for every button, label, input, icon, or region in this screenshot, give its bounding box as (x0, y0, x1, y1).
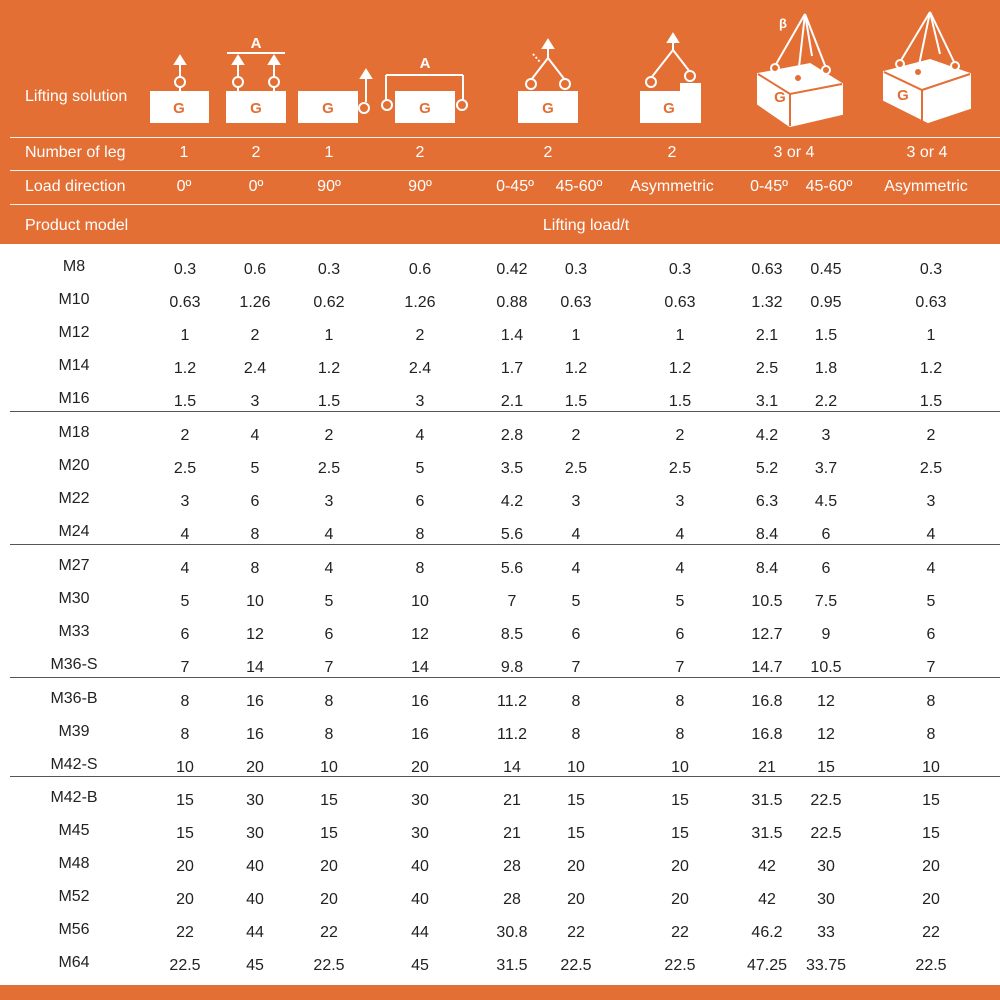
g-letter: G (774, 89, 786, 106)
load-value-cell: 1.26 (404, 294, 436, 311)
number-of-leg-label: Number of leg (25, 144, 126, 161)
model-cell: M48 (58, 855, 90, 872)
load-value-cell: 20 (671, 858, 689, 875)
load-value-cell: 14 (411, 659, 429, 676)
load-direction-cell: 0º (248, 178, 264, 195)
load-value-cell: 30 (817, 891, 835, 908)
load-value-cell: 21 (758, 759, 776, 776)
load-value-cell: 12 (246, 626, 264, 643)
number-of-leg-cell: 1 (324, 144, 334, 161)
model-cell: M36-S (50, 656, 98, 673)
load-value-cell: 21 (503, 825, 521, 842)
load-value-cell: 0.42 (496, 261, 528, 278)
load-value-cell: 42 (758, 891, 776, 908)
model-cell: M27 (58, 557, 90, 574)
load-value-cell: 28 (503, 858, 521, 875)
spreader-a-label: A (419, 55, 431, 72)
number-of-leg-cell: 1 (179, 144, 189, 161)
load-value-cell: 7.5 (814, 593, 838, 610)
load-value-cell: 20 (922, 891, 940, 908)
number-of-leg-cell: 3 or 4 (773, 144, 815, 161)
model-cell: M8 (62, 258, 86, 275)
load-direction-cell: Asymmetric (630, 178, 714, 195)
load-value-cell: 1.5 (173, 393, 197, 410)
load-value-cell: 10 (567, 759, 585, 776)
load-value-cell: 7 (571, 659, 581, 676)
load-value-cell: 22.5 (915, 957, 947, 974)
load-value-cell: 4 (250, 427, 260, 444)
load-value-cell: 0.63 (751, 261, 783, 278)
load-value-cell: 2 (571, 427, 581, 444)
load-value-cell: 4 (675, 526, 685, 543)
load-value-cell: 4 (571, 526, 581, 543)
load-value-cell: 8 (571, 726, 581, 743)
model-cell: M24 (58, 523, 90, 540)
load-value-cell: 22.5 (560, 957, 592, 974)
load-value-cell: 3 (415, 393, 425, 410)
model-cell: M64 (58, 954, 90, 971)
load-value-cell: 5.2 (755, 460, 779, 477)
load-value-cell: 2 (926, 427, 936, 444)
load-value-cell: 8 (926, 693, 936, 710)
load-value-cell: 4 (180, 526, 190, 543)
load-value-cell: 22.5 (169, 957, 201, 974)
load-value-cell: 6 (324, 626, 334, 643)
load-value-cell: 20 (671, 891, 689, 908)
load-value-cell: 8 (324, 693, 334, 710)
load-value-cell: 10 (922, 759, 940, 776)
load-value-cell: 7 (180, 659, 190, 676)
load-value-cell: 5 (415, 460, 425, 477)
load-value-cell: 40 (246, 858, 264, 875)
load-value-cell: 1.5 (814, 327, 838, 344)
load-value-cell: 22 (671, 924, 689, 941)
load-value-cell: 8 (324, 726, 334, 743)
load-value-cell: 8 (926, 726, 936, 743)
load-value-cell: 7 (324, 659, 334, 676)
load-value-cell: 4 (324, 560, 334, 577)
load-value-cell: 0.3 (564, 261, 588, 278)
load-value-cell: 8 (180, 693, 190, 710)
load-value-cell: 6 (926, 626, 936, 643)
load-direction-cell: 90º (317, 178, 341, 195)
load-value-cell: 30 (246, 792, 264, 809)
load-direction-label: Load direction (25, 178, 126, 195)
load-value-cell: 15 (176, 792, 194, 809)
load-value-cell: 3 (180, 493, 190, 510)
load-value-cell: 4 (675, 560, 685, 577)
model-cell: M36-B (50, 690, 98, 707)
load-value-cell: 45 (411, 957, 429, 974)
load-value-cell: 15 (817, 759, 835, 776)
footer-bar (0, 985, 1000, 1000)
load-value-cell: 47.25 (746, 957, 788, 974)
model-cell: M18 (58, 424, 90, 441)
load-value-cell: 10 (320, 759, 338, 776)
load-value-cell: 2.8 (500, 427, 524, 444)
load-value-cell: 0.3 (919, 261, 943, 278)
load-value-cell: 1.2 (564, 360, 588, 377)
header-divider (10, 170, 1000, 171)
load-value-cell: 2 (180, 427, 190, 444)
load-table-body (0, 244, 1000, 984)
load-value-cell: 22 (922, 924, 940, 941)
load-value-cell: 16.8 (751, 693, 783, 710)
load-value-cell: 1.5 (668, 393, 692, 410)
load-value-cell: 22.5 (810, 825, 842, 842)
model-cell: M56 (58, 921, 90, 938)
load-value-cell: 8.5 (500, 626, 524, 643)
load-value-cell: 12 (817, 693, 835, 710)
load-value-cell: 2.4 (243, 360, 267, 377)
g-letter: G (897, 87, 909, 104)
load-value-cell: 10.5 (751, 593, 783, 610)
load-value-cell: 0.63 (169, 294, 201, 311)
model-cell: M39 (58, 723, 90, 740)
load-value-cell: 4 (415, 427, 425, 444)
load-value-cell: 31.5 (496, 957, 528, 974)
load-value-cell: 2.5 (564, 460, 588, 477)
load-value-cell: 21 (503, 792, 521, 809)
load-value-cell: 5 (324, 593, 334, 610)
load-value-cell: 0.45 (810, 261, 842, 278)
load-value-cell: 0.6 (408, 261, 432, 278)
load-value-cell: 1.7 (500, 360, 524, 377)
load-value-cell: 4 (180, 560, 190, 577)
load-value-cell: 5 (675, 593, 685, 610)
load-value-cell: 8 (415, 526, 425, 543)
g-letter: G (542, 100, 554, 117)
load-value-cell: 28 (503, 891, 521, 908)
number-of-leg-cell: 2 (543, 144, 553, 161)
load-value-cell: 6 (675, 626, 685, 643)
load-value-cell: 15 (320, 792, 338, 809)
load-value-cell: 6 (180, 626, 190, 643)
load-value-cell: 1.5 (564, 393, 588, 410)
header-divider (10, 137, 1000, 138)
model-cell: M16 (58, 390, 90, 407)
load-value-cell: 33.75 (805, 957, 847, 974)
load-value-cell: 1.8 (814, 360, 838, 377)
load-value-cell: 3 (250, 393, 260, 410)
load-value-cell: 1.2 (668, 360, 692, 377)
load-value-cell: 14 (246, 659, 264, 676)
g-letter: G (663, 100, 675, 117)
g-letter: G (322, 100, 334, 117)
load-value-cell: 10 (176, 759, 194, 776)
load-value-cell: 12 (411, 626, 429, 643)
load-value-cell: 1 (180, 327, 190, 344)
number-of-leg-cell: 2 (251, 144, 261, 161)
header-divider (10, 204, 1000, 205)
load-value-cell: 2.5 (173, 460, 197, 477)
load-value-cell: 3 (324, 493, 334, 510)
load-value-cell: 2.4 (408, 360, 432, 377)
load-value-cell: 1 (324, 327, 334, 344)
load-value-cell: 22 (567, 924, 585, 941)
load-value-cell: 0.3 (317, 261, 341, 278)
load-value-cell: 3.7 (814, 460, 838, 477)
load-value-cell: 6 (821, 560, 831, 577)
load-value-cell: 9 (821, 626, 831, 643)
load-value-cell: 42 (758, 858, 776, 875)
load-value-cell: 4 (324, 526, 334, 543)
load-value-cell: 0.62 (313, 294, 345, 311)
load-value-cell: 15 (922, 792, 940, 809)
load-value-cell: 2 (415, 327, 425, 344)
number-of-leg-cell: 3 or 4 (906, 144, 948, 161)
load-value-cell: 1 (571, 327, 581, 344)
load-value-cell: 30 (411, 792, 429, 809)
load-value-cell: 15 (567, 792, 585, 809)
load-direction-cell: 45-60º (805, 178, 853, 195)
load-value-cell: 9.8 (500, 659, 524, 676)
load-value-cell: 0.3 (173, 261, 197, 278)
load-value-cell: 2.5 (668, 460, 692, 477)
load-value-cell: 5.6 (500, 526, 524, 543)
load-value-cell: 12.7 (751, 626, 783, 643)
load-value-cell: 0.88 (496, 294, 528, 311)
load-value-cell: 5 (250, 460, 260, 477)
load-value-cell: 40 (246, 891, 264, 908)
load-value-cell: 15 (671, 825, 689, 842)
load-value-cell: 22.5 (313, 957, 345, 974)
load-value-cell: 1.2 (317, 360, 341, 377)
group-separator (10, 544, 1000, 545)
load-value-cell: 2 (250, 327, 260, 344)
model-cell: M30 (58, 590, 90, 607)
model-cell: M33 (58, 623, 90, 640)
model-cell: M42-S (50, 756, 98, 773)
load-value-cell: 8 (415, 560, 425, 577)
load-value-cell: 12 (817, 726, 835, 743)
model-cell: M45 (58, 822, 90, 839)
g-letter: G (173, 100, 185, 117)
load-value-cell: 0.63 (915, 294, 947, 311)
load-direction-cell: 0º (176, 178, 192, 195)
lift-icon-single-side (299, 70, 371, 122)
g-letter: G (250, 100, 262, 117)
load-value-cell: 8.4 (755, 526, 779, 543)
load-value-cell: 10 (671, 759, 689, 776)
load-value-cell: 20 (320, 858, 338, 875)
load-value-cell: 11.2 (497, 726, 527, 743)
spreader-a-label: A (250, 35, 262, 52)
load-direction-cell: 90º (408, 178, 432, 195)
load-value-cell: 15 (320, 825, 338, 842)
load-value-cell: 20 (176, 891, 194, 908)
load-value-cell: 2 (324, 427, 334, 444)
load-value-cell: 3.5 (500, 460, 524, 477)
beta-angle-label: β (779, 16, 787, 31)
load-value-cell: 8 (675, 726, 685, 743)
load-value-cell: 31.5 (751, 825, 783, 842)
load-direction-cell: 0-45º (496, 178, 534, 195)
load-value-cell: 20 (922, 858, 940, 875)
load-value-cell: 1.32 (751, 294, 783, 311)
load-value-cell: 14 (503, 759, 521, 776)
table-header (0, 0, 1000, 244)
lifting-solution-icons (0, 0, 1000, 140)
load-value-cell: 16.8 (751, 726, 783, 743)
load-value-cell: 0.63 (560, 294, 592, 311)
load-value-cell: 1.2 (173, 360, 197, 377)
load-value-cell: 2 (675, 427, 685, 444)
load-value-cell: 30 (246, 825, 264, 842)
load-direction-cell: 0-45º (750, 178, 788, 195)
load-value-cell: 5 (926, 593, 936, 610)
load-value-cell: 22 (320, 924, 338, 941)
number-of-leg-cell: 2 (415, 144, 425, 161)
load-value-cell: 1.4 (500, 327, 524, 344)
model-cell: M14 (58, 357, 90, 374)
load-value-cell: 45 (246, 957, 264, 974)
load-value-cell: 14.7 (751, 659, 783, 676)
load-value-cell: 6 (821, 526, 831, 543)
load-value-cell: 8 (180, 726, 190, 743)
load-value-cell: 16 (411, 726, 429, 743)
load-value-cell: 0.63 (664, 294, 696, 311)
load-value-cell: 20 (320, 891, 338, 908)
model-cell: M22 (58, 490, 90, 507)
load-value-cell: 6 (571, 626, 581, 643)
load-value-cell: 2.1 (500, 393, 524, 410)
load-value-cell: 4 (926, 526, 936, 543)
load-value-cell: 4.5 (814, 493, 838, 510)
product-model-label: Product model (25, 217, 129, 234)
load-value-cell: 4.2 (500, 493, 524, 510)
model-cell: M12 (58, 324, 90, 341)
load-value-cell: 10 (246, 593, 264, 610)
load-value-cell: 7 (507, 593, 517, 610)
load-value-cell: 46.2 (751, 924, 783, 941)
load-value-cell: 5.6 (500, 560, 524, 577)
load-value-cell: 22.5 (664, 957, 696, 974)
model-cell: M42-B (50, 789, 98, 806)
load-value-cell: 44 (246, 924, 264, 941)
load-value-cell: 8 (250, 526, 260, 543)
load-value-cell: 44 (411, 924, 429, 941)
load-value-cell: 7 (675, 659, 685, 676)
load-value-cell: 15 (922, 825, 940, 842)
load-value-cell: 15 (567, 825, 585, 842)
lift-icon-multi-leg-box (758, 14, 842, 126)
load-value-cell: 3 (821, 427, 831, 444)
number-of-leg-cell: 2 (667, 144, 677, 161)
lifting-load-label: Lifting load/t (542, 217, 630, 234)
load-value-cell: 0.3 (668, 261, 692, 278)
load-value-cell: 20 (567, 891, 585, 908)
load-value-cell: 6 (250, 493, 260, 510)
load-value-cell: 20 (411, 759, 429, 776)
load-value-cell: 8 (250, 560, 260, 577)
load-value-cell: 2.1 (755, 327, 779, 344)
group-separator (10, 411, 1000, 412)
model-cell: M20 (58, 457, 90, 474)
load-value-cell: 4 (926, 560, 936, 577)
load-value-cell: 2.5 (755, 360, 779, 377)
load-value-cell: 20 (246, 759, 264, 776)
load-value-cell: 16 (246, 726, 264, 743)
load-value-cell: 16 (246, 693, 264, 710)
load-value-cell: 20 (567, 858, 585, 875)
load-value-cell: 6 (415, 493, 425, 510)
load-value-cell: 33 (817, 924, 835, 941)
load-value-cell: 1.2 (919, 360, 943, 377)
load-value-cell: 0.6 (243, 261, 267, 278)
load-direction-cell: 45-60º (555, 178, 603, 195)
load-value-cell: 40 (411, 891, 429, 908)
load-value-cell: 5 (180, 593, 190, 610)
model-cell: M52 (58, 888, 90, 905)
load-value-cell: 2.2 (814, 393, 838, 410)
load-value-cell: 8 (675, 693, 685, 710)
load-value-cell: 8.4 (755, 560, 779, 577)
load-value-cell: 4.2 (755, 427, 779, 444)
load-value-cell: 0.95 (810, 294, 842, 311)
load-value-cell: 20 (176, 858, 194, 875)
load-value-cell: 6.3 (755, 493, 779, 510)
load-value-cell: 30 (817, 858, 835, 875)
g-letter: G (419, 100, 431, 117)
load-value-cell: 1 (926, 327, 936, 344)
lift-icon-multi-leg-asymmetric-box (884, 12, 970, 122)
load-value-cell: 10 (411, 593, 429, 610)
load-value-cell: 5 (571, 593, 581, 610)
load-value-cell: 1.5 (919, 393, 943, 410)
load-value-cell: 1 (675, 327, 685, 344)
load-value-cell: 3 (926, 493, 936, 510)
load-value-cell: 4 (571, 560, 581, 577)
load-value-cell: 15 (671, 792, 689, 809)
load-value-cell: 8 (571, 693, 581, 710)
load-value-cell: 2.5 (919, 460, 943, 477)
load-value-cell: 30 (411, 825, 429, 842)
load-value-cell: 16 (411, 693, 429, 710)
model-cell: M10 (58, 291, 90, 308)
load-value-cell: 1.5 (317, 393, 341, 410)
load-value-cell: 7 (926, 659, 936, 676)
load-value-cell: 3 (571, 493, 581, 510)
load-value-cell: 40 (411, 858, 429, 875)
lifting-solution-label: Lifting solution (25, 88, 128, 105)
load-value-cell: 22 (176, 924, 194, 941)
group-separator (10, 677, 1000, 678)
load-value-cell: 3 (675, 493, 685, 510)
load-value-cell: 11.2 (497, 693, 527, 710)
load-direction-cell: Asymmetric (884, 178, 968, 195)
load-value-cell: 3.1 (755, 393, 779, 410)
load-value-cell: 22.5 (810, 792, 842, 809)
load-value-cell: 10.5 (810, 659, 842, 676)
load-value-cell: 30.8 (496, 924, 528, 941)
load-value-cell: 1.26 (239, 294, 271, 311)
load-value-cell: 15 (176, 825, 194, 842)
load-value-cell: 2.5 (317, 460, 341, 477)
load-value-cell: 31.5 (751, 792, 783, 809)
